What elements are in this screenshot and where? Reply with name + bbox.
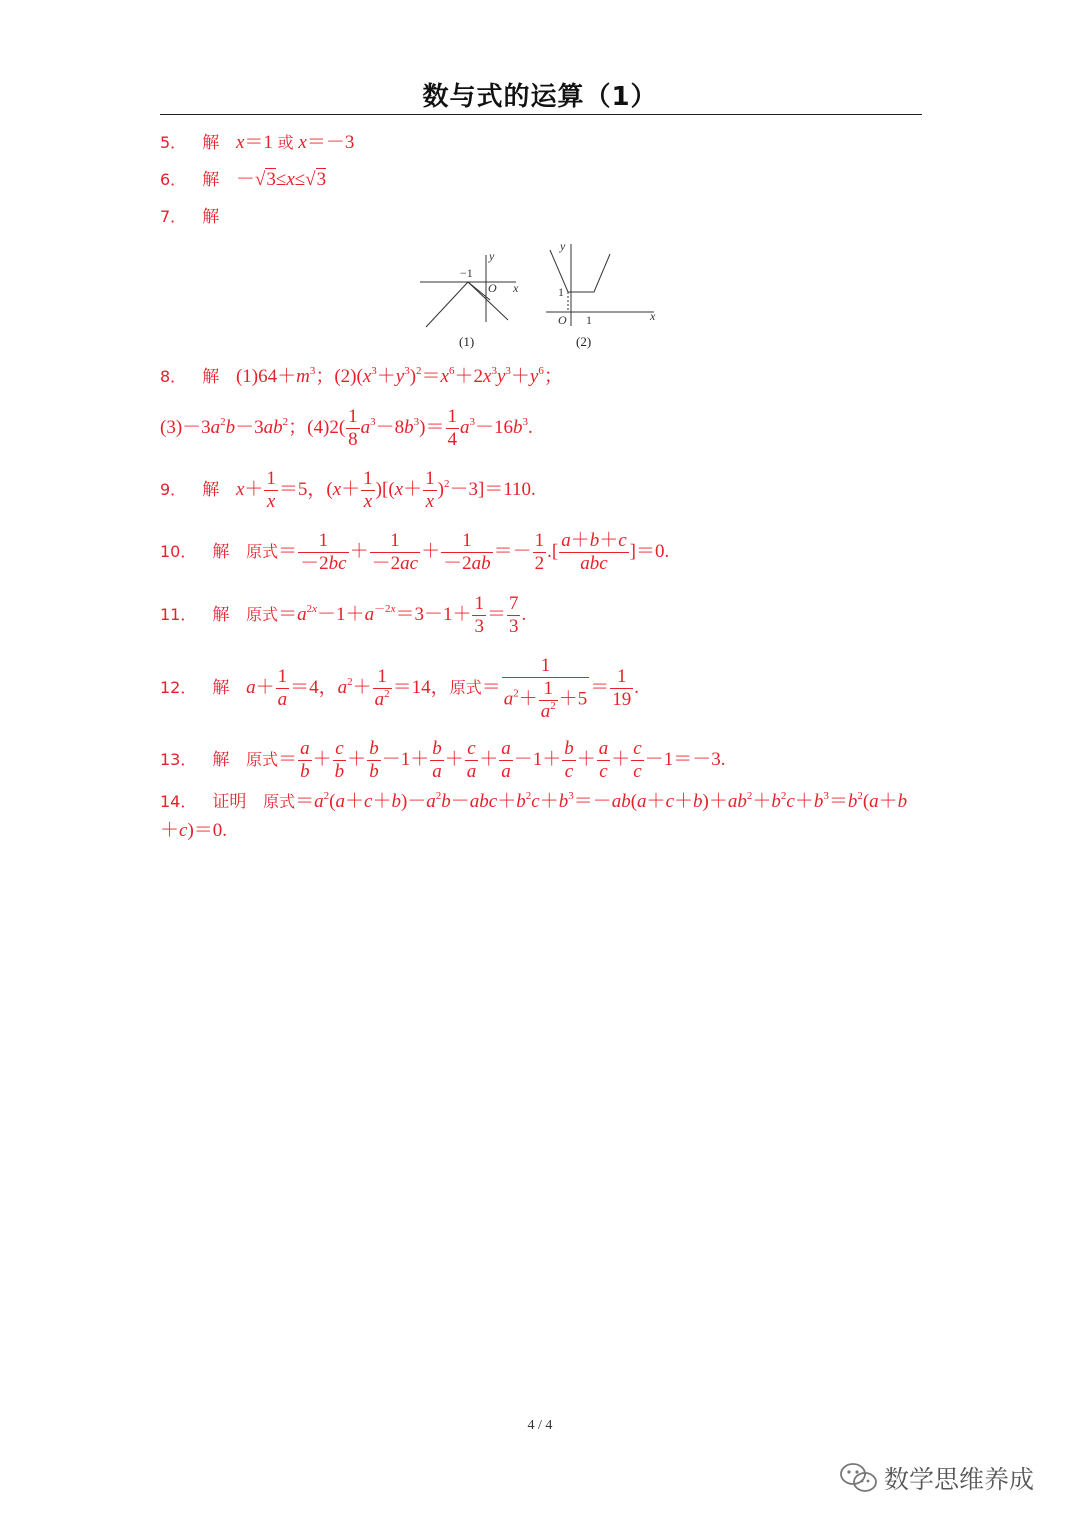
solve-keyword: 解 xyxy=(212,604,230,625)
fig1-tick-label: −1 xyxy=(460,266,473,280)
answer-8-formula-2: $(3)-3a^2b-3ab^2$；(4)2( $\frac{1}{8}$ $a^3-8b^3)=$ $\frac{1}{4}$ $a^3-16b^3$. xyxy=(160,406,533,450)
item-number: 10． xyxy=(160,541,197,561)
fig2-y-label: y xyxy=(560,240,566,253)
answer-12 xyxy=(160,655,639,723)
answer-10-formula: 原式＝ $\frac{1}{-2bc}$ ＋ $\frac{1}{-2ac}$ ＋ $\frac{1}{-2ab}$ ＝－ $\frac{1}{2}$ .[ $\frac{a+b+c}{\text{abc}}$ ]＝0. xyxy=(246,530,670,574)
proof-keyword: 证明 xyxy=(212,792,247,812)
answer-10 xyxy=(160,530,669,575)
function-graphs xyxy=(418,240,668,355)
answer-6-formula: －√3≤x≤√3 xyxy=(235,169,327,190)
answer-7-graphs xyxy=(418,240,668,355)
solve-keyword: 解 xyxy=(212,749,230,770)
watermark-text: 数学思维养成 xyxy=(884,1465,1035,1494)
solve-keyword: 解 xyxy=(212,678,230,699)
answer-11 xyxy=(160,593,526,638)
fig1-origin: O xyxy=(488,281,497,295)
fig2-x-tick: 1 xyxy=(586,313,592,327)
answer-8-line-2 xyxy=(160,406,533,451)
item-number: 14． xyxy=(160,792,197,811)
fig2-x-label: x xyxy=(650,309,656,323)
answer-6 xyxy=(160,169,326,191)
answer-11-formula: 原式$=a^{2x}-1+a^{-2x}=3-1+$ $\frac{1}{3}$ ＝ $\frac{7}{3}$ . xyxy=(246,593,527,637)
answer-12-formula: a＋ $\frac{1}{a}$ ＝4，$a^2+$ $\frac{1}{a^2}$ ＝14，原式＝ 1 $a^2+$ $\frac{1}{a^2}$ ＋5 ＝ $\frac{1}{19}$ . xyxy=(246,655,640,722)
item-number: 5． xyxy=(160,133,187,152)
answer-14-formula-2: ＋c)＝0. xyxy=(160,820,228,841)
answer-5 xyxy=(160,132,354,154)
fig1-caption: (1) xyxy=(459,334,475,349)
fig1-x-label: x xyxy=(513,281,519,295)
answer-14-line-2 xyxy=(160,820,227,842)
watermark xyxy=(838,1460,1034,1496)
answer-9-formula: x＋ $\frac{1}{x}$ ＝5，(x＋ $\frac{1}{x}$ )[(x＋ $\frac{1}{x}$ )$^2$－3]＝110. xyxy=(235,468,536,512)
item-number: 9． xyxy=(160,479,187,499)
item-number: 7． xyxy=(160,207,187,226)
answer-14-formula-1: 原式$=a^2(a+c+b)-a^2b-abc+b^2c+b^3=-ab(a+c+b)+ab^2+b^2c+b^3=b^2(a+b$ xyxy=(263,790,908,812)
fig2-caption: (2) xyxy=(576,334,592,349)
title-divider xyxy=(160,114,922,115)
solve-keyword: 解 xyxy=(202,367,220,387)
answer-13-formula: 原式＝ $\frac{a}{b}$ ＋ $\frac{c}{b}$ ＋ $\frac{b}{b}$ －1＋ $\frac{b}{a}$ ＋ $\frac{c}{a}$ ＋ $\frac{a}{a}$ －1＋ $\frac{b}{c}$ ＋ $\frac{a}{c}$ ＋ $\frac{c}{c}$ －1＝－3. xyxy=(246,738,726,782)
fig1-y-label: y xyxy=(489,249,495,263)
answer-8-formula-1: $(1)64+m^3$；$(2)(x^3+y^3)^2=x^6+2x^3y^3+y^6$； xyxy=(235,365,563,387)
page-title: 数与式的运算（1） xyxy=(422,82,658,112)
answer-13 xyxy=(160,738,725,783)
fig2-origin: O xyxy=(558,313,567,327)
solve-keyword: 解 xyxy=(212,541,230,562)
solve-keyword: 解 xyxy=(202,170,220,190)
fig1-segment xyxy=(468,282,490,300)
solve-keyword: 解 xyxy=(202,479,220,500)
item-number: 8． xyxy=(160,367,187,386)
answer-14 xyxy=(160,791,907,813)
answer-9 xyxy=(160,468,536,513)
item-number: 6． xyxy=(160,170,187,189)
item-number: 12． xyxy=(160,678,197,698)
solve-keyword: 解 xyxy=(202,133,220,153)
fig2-y-tick: 1 xyxy=(558,285,564,299)
item-number: 11． xyxy=(160,604,197,624)
wechat-icon xyxy=(838,1461,880,1495)
item-number: 13． xyxy=(160,749,197,769)
answer-8 xyxy=(160,366,563,388)
answer-5-formula: x＝1 或 x＝－3 xyxy=(235,132,355,153)
answer-7 xyxy=(160,206,231,228)
solve-keyword: 解 xyxy=(202,207,220,227)
page-number: 4 / 4 xyxy=(527,1418,553,1433)
